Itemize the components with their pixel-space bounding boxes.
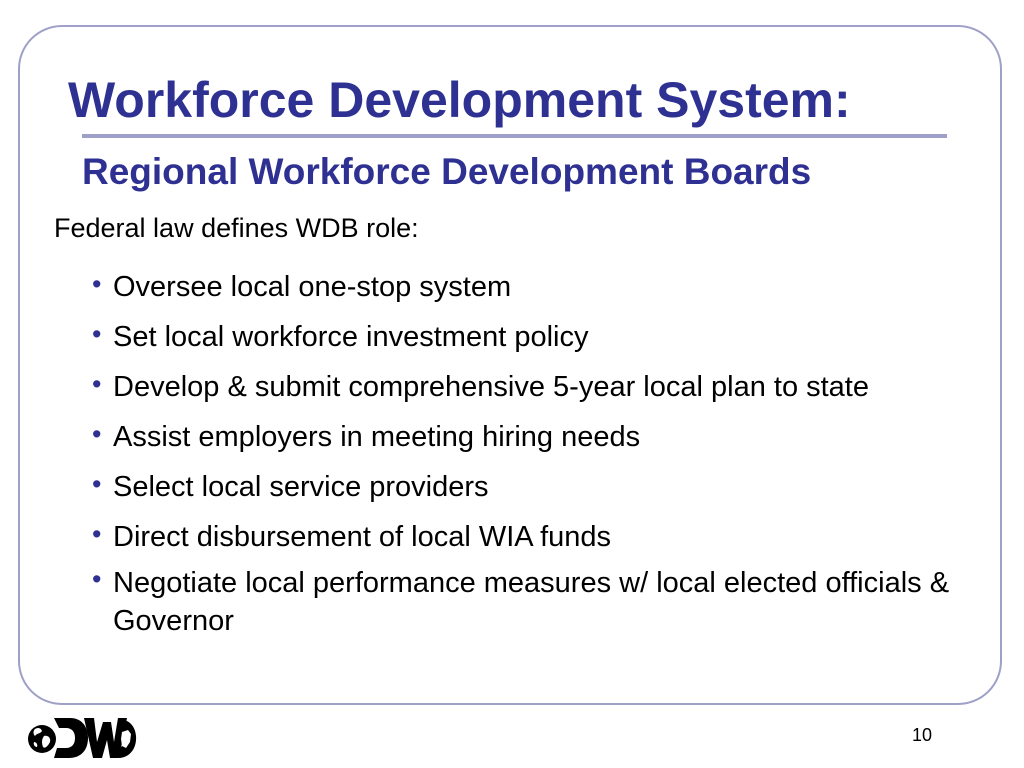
dwd-logo [26, 712, 138, 764]
bullet-item [88, 312, 968, 362]
title-divider [82, 134, 947, 138]
page-number: 10 [912, 725, 933, 745]
bullet-item [88, 564, 968, 640]
slide-subtitle: Regional Workforce Development Boards [82, 151, 812, 192]
globe-icon [28, 725, 56, 753]
bullet-text: Assist employers in meeting hiring needs [113, 421, 641, 453]
bullet-text: Set local workforce investment policy [113, 321, 589, 353]
bullet-text: Develop & submit comprehensive 5-year local plan to state [113, 371, 869, 403]
bullet-item [88, 462, 968, 512]
bullet-item [88, 262, 968, 312]
bullet-dot-icon: • [92, 269, 102, 299]
bullet-item [88, 362, 968, 412]
bullet-item [88, 412, 968, 462]
bullet-dot-icon: • [92, 319, 102, 349]
bullet-dot-icon: • [92, 369, 102, 399]
bullet-item [88, 512, 968, 562]
bullet-text: Select local service providers [113, 471, 489, 503]
bullet-text: Oversee local one-stop system [113, 271, 512, 303]
intro-text: Federal law defines WDB role: [54, 213, 419, 243]
bullet-text: Direct disbursement of local WIA funds [113, 521, 612, 553]
bullet-dot-icon: • [92, 564, 102, 594]
slide-title: Workforce Development System: [68, 72, 851, 128]
bullet-dot-icon: • [92, 419, 102, 449]
bullet-dot-icon: • [92, 469, 102, 499]
bullet-list [88, 262, 968, 640]
bullet-dot-icon: • [92, 519, 102, 549]
bullet-text: Negotiate local performance measures w/ local elected officials & Governor [113, 567, 950, 637]
